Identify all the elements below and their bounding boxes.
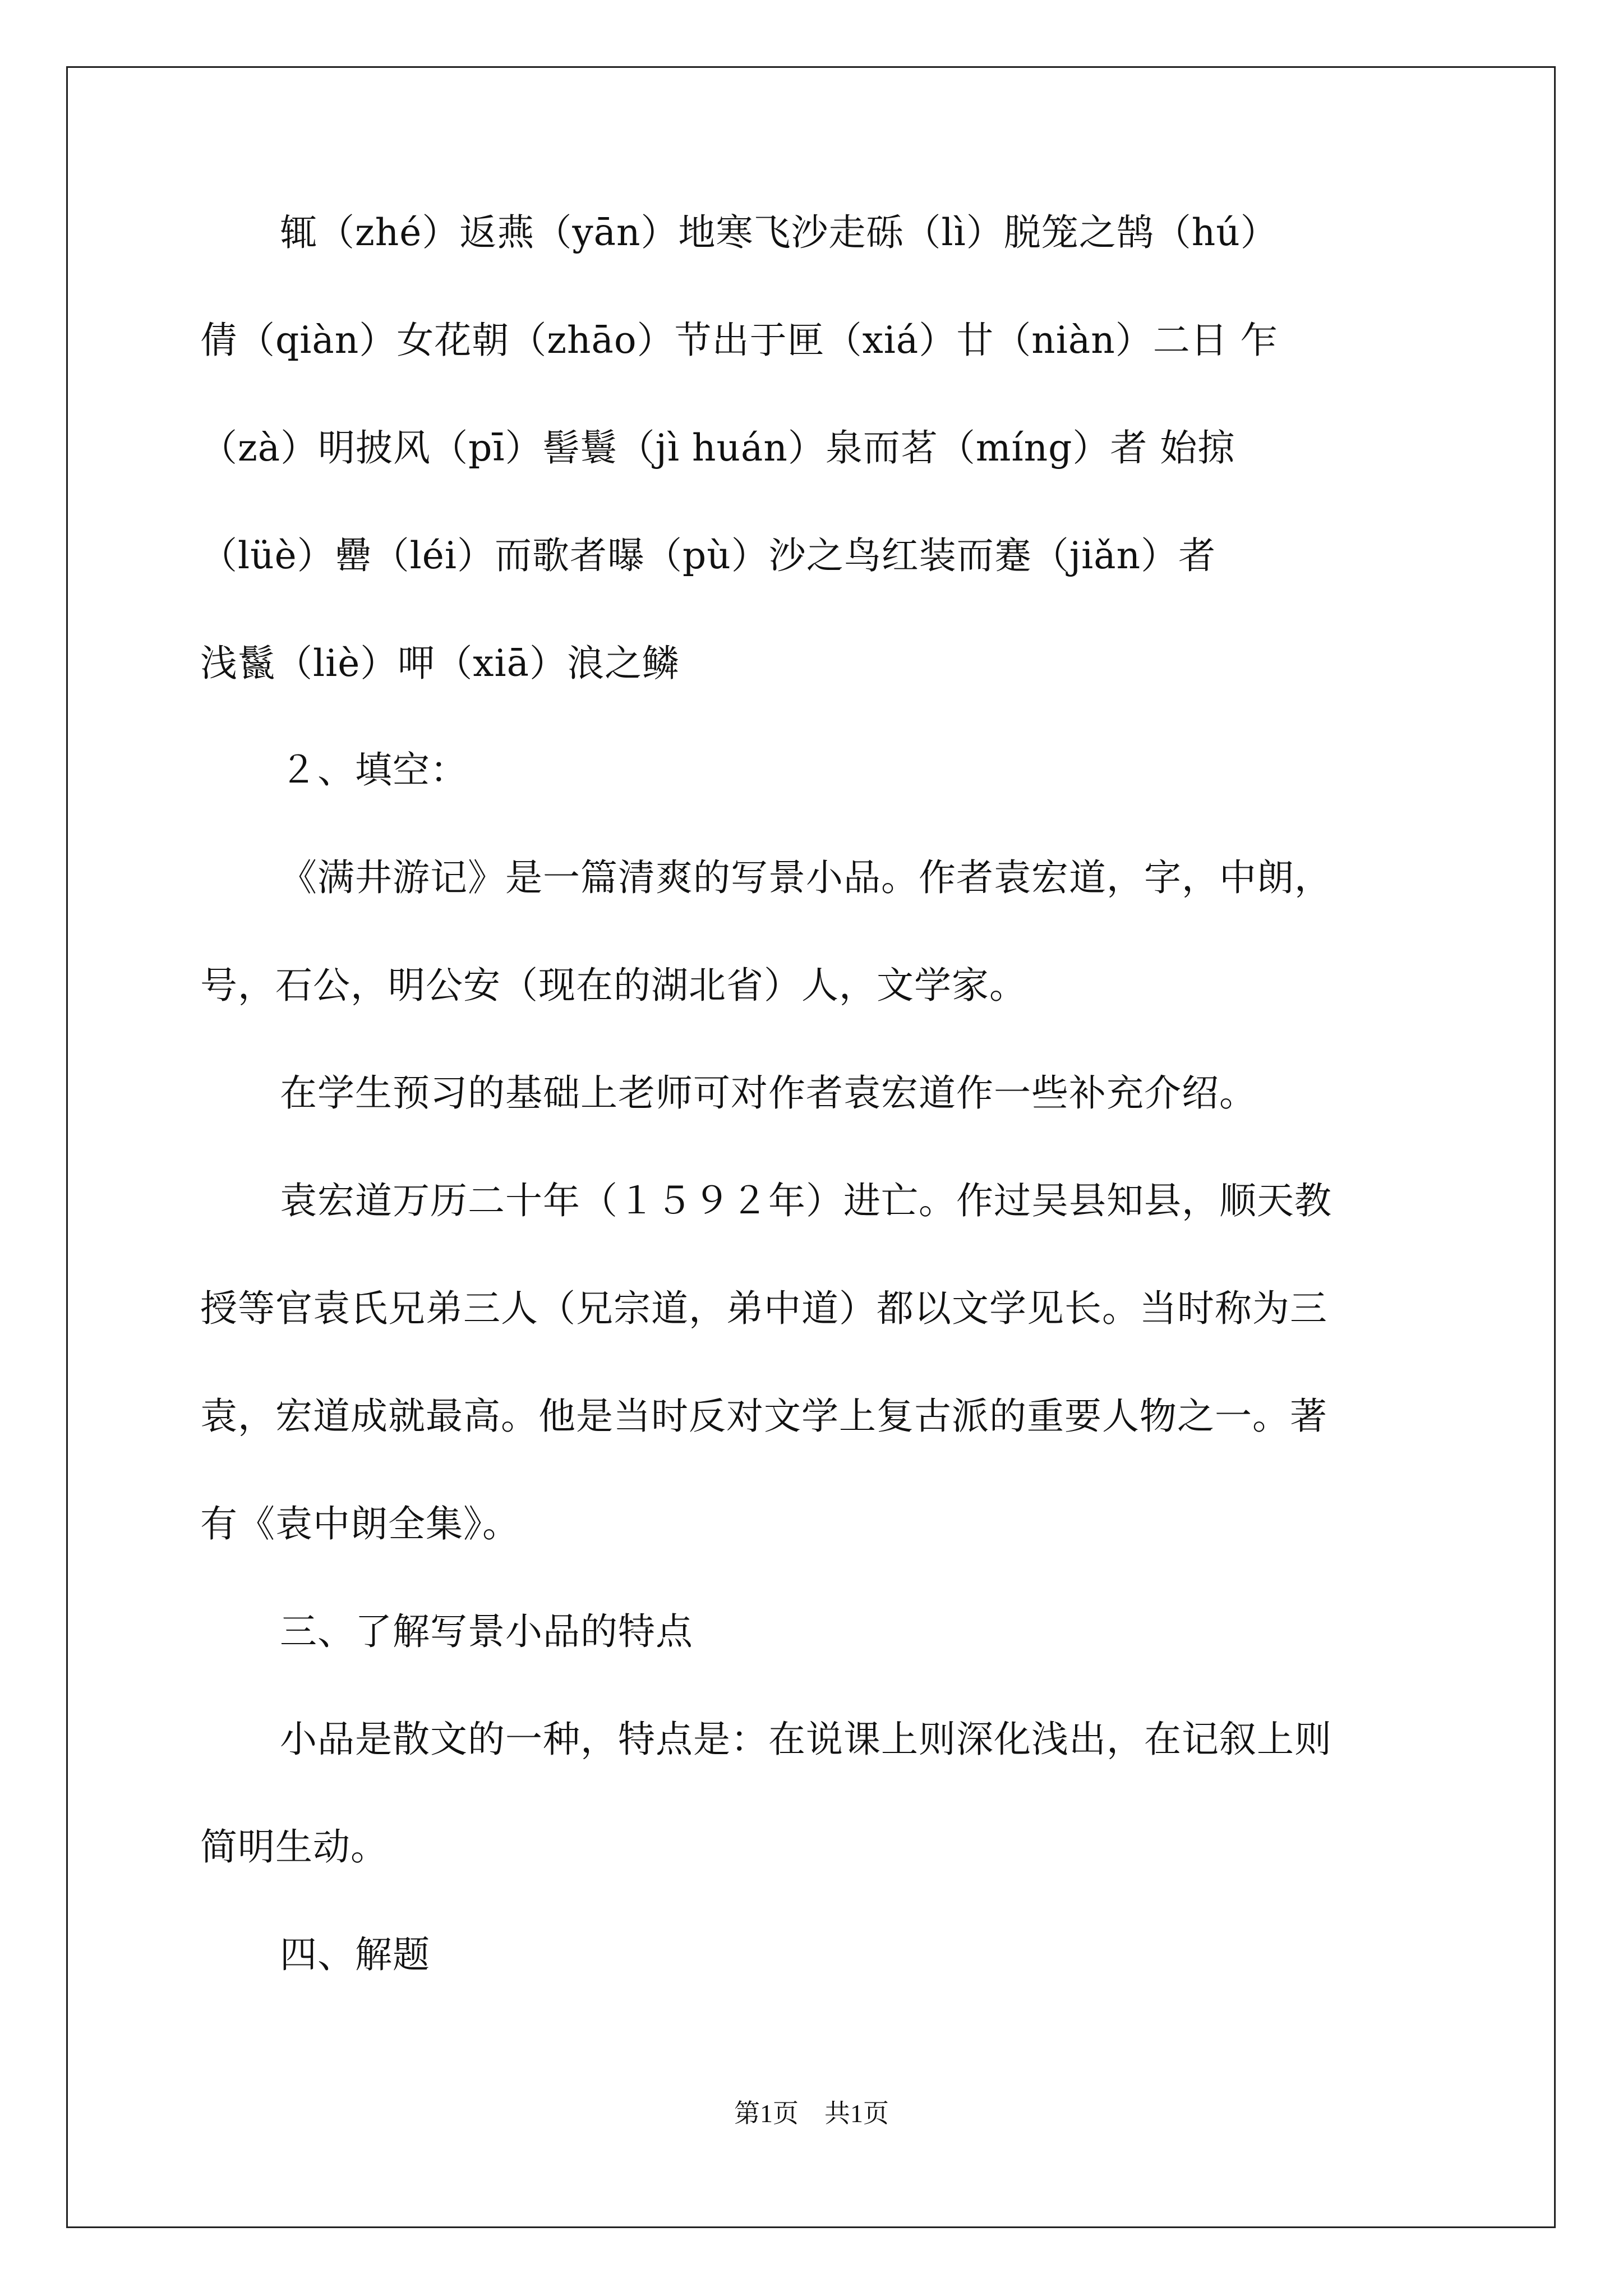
page-border [66,66,1556,2228]
text-line: （zà）明披风（pī）髻鬟（jì huán）泉而茗（míng）者 始掠 [200,426,1235,470]
paragraph-line: 授等官袁氏兄弟三人（兄宗道，弟中道）都以文学见长。当时称为三 [200,1287,1327,1330]
text-line: （lüè）罍（léi）而歌者曝（pù）沙之鸟红装而蹇（jiǎn）者 [200,534,1216,577]
paragraph-line: 有《袁中朗全集》。 [200,1502,520,1545]
text-line: 倩（qiàn）女花朝（zhāo）节出于匣（xiá）廿（niàn）二日 乍 [200,319,1278,362]
paragraph-line: 《满井游记》是一篇清爽的写景小品。作者袁宏道，字，中朗， [280,856,1332,899]
paragraph-line: 在学生预习的基础上老师可对作者袁宏道作一些补充介绍。 [280,1071,1257,1115]
text-line: 浅鬣（liè）呷（xiā）浪之鳞 [200,642,680,685]
text-line: 辄（zhé）返燕（yān）地寒飞沙走砾（lì）脱笼之鹄（hú） [280,211,1278,254]
paragraph-line: 小品是散文的一种，特点是：在说课上则深化浅出，在记叙上则 [280,1718,1332,1761]
section-heading: 三、了解写景小品的特点 [280,1610,693,1653]
paragraph-line: 袁宏道万历二十年（１５９２年）进亡。作过吴县知县，顺天教 [280,1179,1332,1222]
paragraph-line: 号，石公，明公安（现在的湖北省）人，文学家。 [200,964,1027,1007]
page-number-footer: 第1页 共1页 [734,2099,889,2128]
paragraph-line: 袁，宏道成就最高。他是当时反对文学上复古派的重要人物之一。著 [200,1395,1327,1438]
section-heading: 四、解题 [280,1933,430,1976]
paragraph-line: 简明生动。 [200,1825,388,1869]
section-heading: ２、填空： [280,748,468,792]
